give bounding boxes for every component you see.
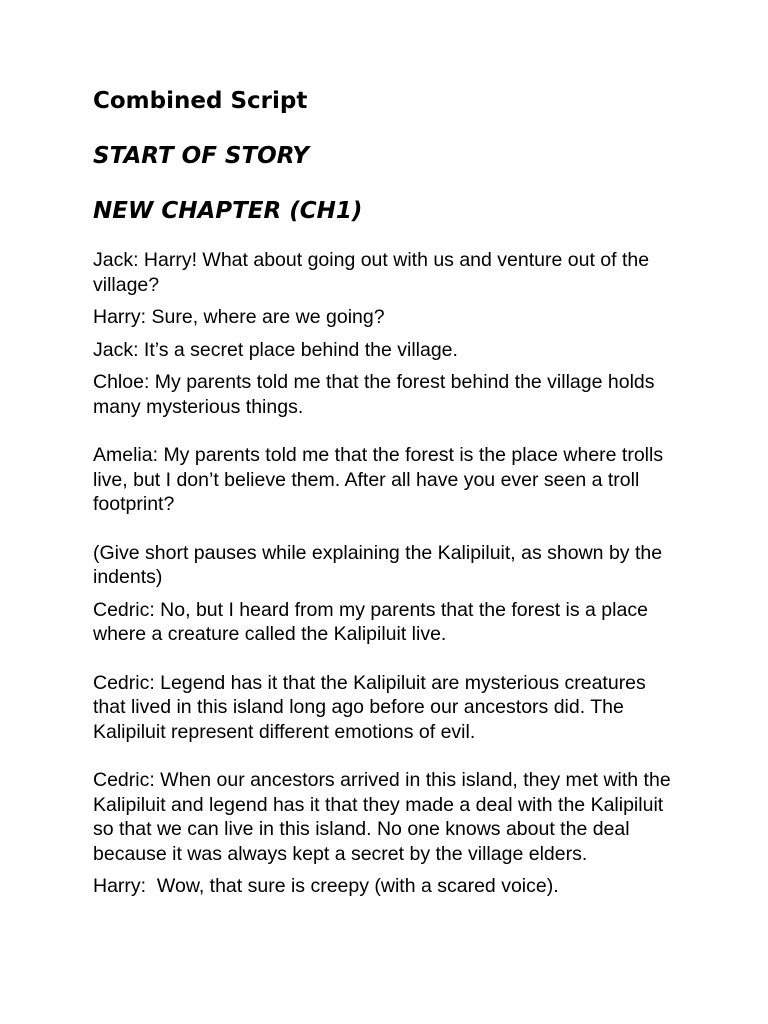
stage-direction: (Give short pauses while explaining the Kalipiluit, as shown by the indents) [93,541,663,588]
document-page [93,86,678,899]
script-line: Amelia: My parents told me that the forest is the place where trolls live, but I don’t believe them. After all have you ever seen a troll footprint? [93,444,664,515]
script-line: Cedric: When our ancestors arrived in this island, they met with the Kalipiluit and legend has it that they made a deal with the Kalipiluit so that we can live in this island. No one knows about the deal because it was always kept a secret by the village elders. [93,769,671,865]
document-title: Combined Script [93,88,308,114]
script-line: Harry: Wow, that sure is creepy (with a scared voice). [93,875,559,897]
script-line: Harry: Sure, where are we going? [93,306,385,328]
script-line: Jack: Harry! What about going out with us and venture out of the village? [93,249,650,296]
script-line: Chloe: My parents told me that the forest behind the village holds many mysterious things. [93,371,655,418]
section-heading-start: START OF STORY [93,143,309,169]
script-line: Jack: It’s a secret place behind the village. [93,338,458,361]
chapter-heading: NEW CHAPTER (CH1) [93,198,363,224]
script-line: Cedric: No, but I heard from my parents that the forest is a place where a creature called the Kalipiluit live. [93,598,648,645]
script-line: Cedric: Legend has it that the Kalipiluit are mysterious creatures that lived in this island long ago before our ancestors did. The Kalipiluit represent different emotions of evil. [93,671,646,743]
